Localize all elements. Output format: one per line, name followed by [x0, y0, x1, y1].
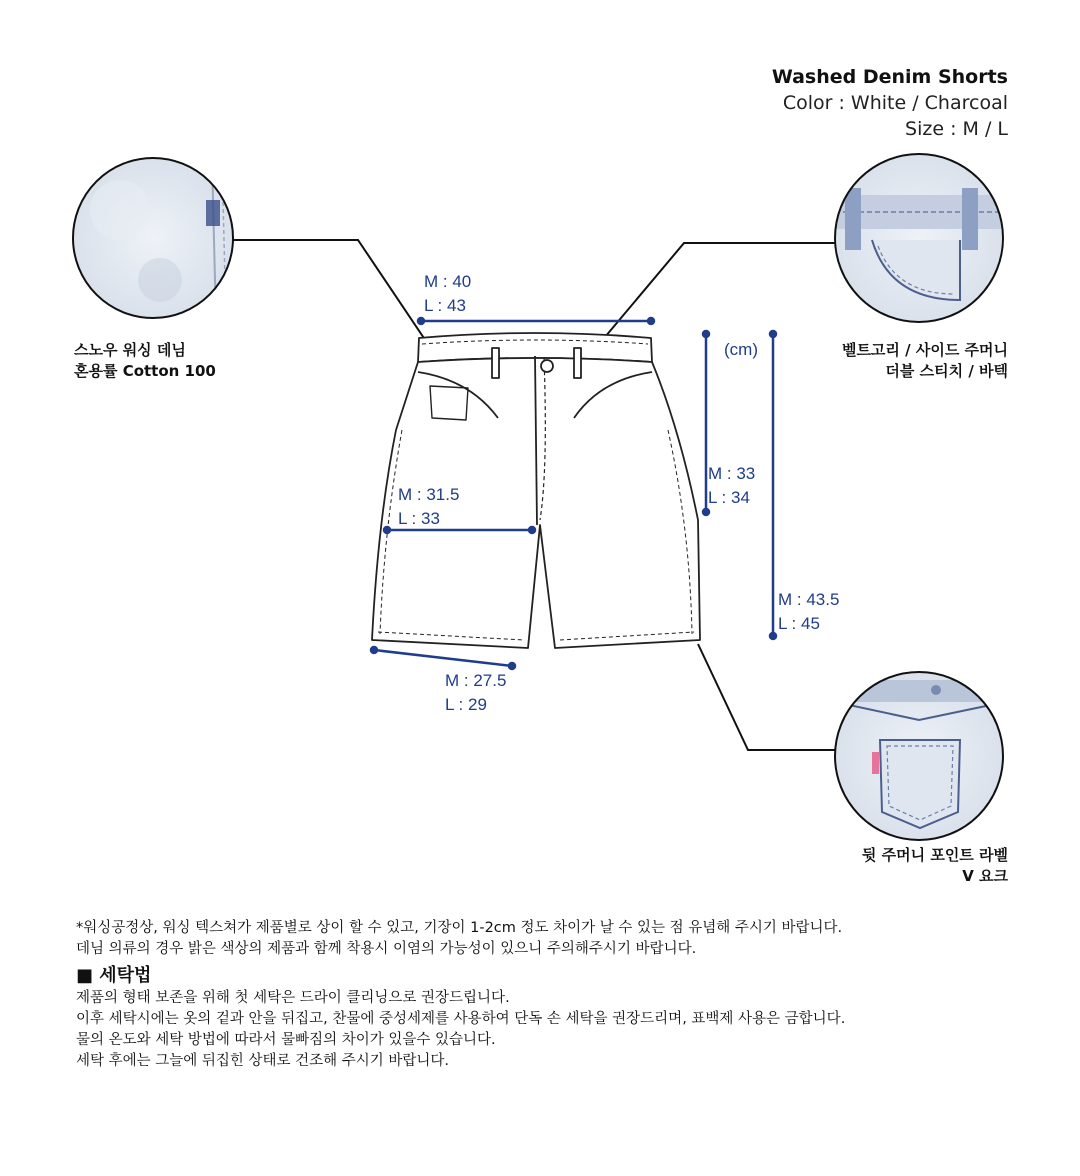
product-header: [772, 64, 1008, 142]
belt-loop-left: [492, 348, 499, 378]
fabric-connector-line: [232, 240, 440, 362]
note-washing-texture: *워싱공정상, 워싱 텍스쳐가 제품별로 상이 할 수 있고, 기장이 1-2cm 정도 차이가 날 수 있는 점 유념해 주시기 바랍니다.: [76, 920, 843, 936]
wash-instruction-4: 세탁 후에는 그늘에 뒤집힌 상태로 건조해 주시기 바랍니다.: [76, 1053, 450, 1069]
thigh-measure: [398, 483, 459, 531]
hem-measure-line: [374, 650, 512, 666]
belt-pocket-detail-circle: [835, 154, 1005, 322]
back-connector-line: [698, 644, 835, 750]
rise-m: M : 33: [708, 464, 756, 483]
washing-title: ■ 세탁법: [76, 965, 152, 986]
point-label: [872, 752, 879, 774]
waist-measure: [424, 270, 471, 318]
belt-loop-right: [574, 348, 581, 378]
note-dye-transfer: 데님 의류의 경우 밝은 색상의 제품과 함께 착용시 이염의 가능성이 있으니 주의해주시기 바랍니다.: [76, 941, 697, 957]
belt-caption: [842, 340, 1008, 382]
care-notes: [76, 918, 1036, 1072]
length-l: L : 45: [778, 614, 820, 633]
rise-measure: [708, 462, 755, 510]
hem-m: M : 27.5: [445, 671, 507, 690]
fabric-caption-line2: 혼용률 Cotton 100: [74, 362, 216, 380]
length-m: M : 43.5: [778, 590, 840, 609]
belt-caption-line1: 벨트고리 / 사이드 주머니: [841, 341, 1008, 359]
rise-l: L : 34: [708, 488, 750, 507]
product-size: Size : M / L: [905, 118, 1008, 140]
back-caption-line1: 뒷 주머니 포인트 라벨: [861, 846, 1008, 864]
hem-l: L : 29: [445, 695, 487, 714]
wash-instruction-2: 이후 세탁시에는 옷의 겉과 안을 뒤집고, 찬물에 중성세제를 사용하여 단독 손 세탁을 권장드리며, 표백제 사용은 금합니다.: [76, 1011, 846, 1027]
belt-caption-line2: 더블 스티치 / 바텍: [885, 362, 1008, 380]
wash-instruction-1: 제품의 형태 보존을 위해 첫 세탁은 드라이 클리닝으로 권장드립니다.: [76, 990, 510, 1006]
unit-label: (cm): [724, 340, 758, 359]
waist-button: [541, 360, 553, 372]
wash-instruction-3: 물의 온도와 세탁 방법에 따라서 물빠짐의 차이가 있을수 있습니다.: [76, 1032, 496, 1048]
waist-m: M : 40: [424, 272, 472, 291]
back-caption-line2: V 요크: [962, 867, 1008, 885]
length-measure: [778, 588, 839, 636]
product-title: Washed Denim Shorts: [771, 66, 1008, 88]
fabric-caption: [74, 340, 216, 382]
back-caption: [862, 845, 1008, 887]
back-pocket-detail-circle: [835, 672, 1005, 840]
fabric-caption-line1: 스노우 워싱 데님: [74, 341, 186, 359]
product-color: Color : White / Charcoal: [782, 92, 1008, 114]
waist-l: L : 43: [424, 296, 466, 315]
thigh-l: L : 33: [398, 509, 440, 528]
hem-measure: [445, 669, 506, 717]
thigh-m: M : 31.5: [398, 485, 460, 504]
fabric-detail-circle: [73, 158, 233, 320]
